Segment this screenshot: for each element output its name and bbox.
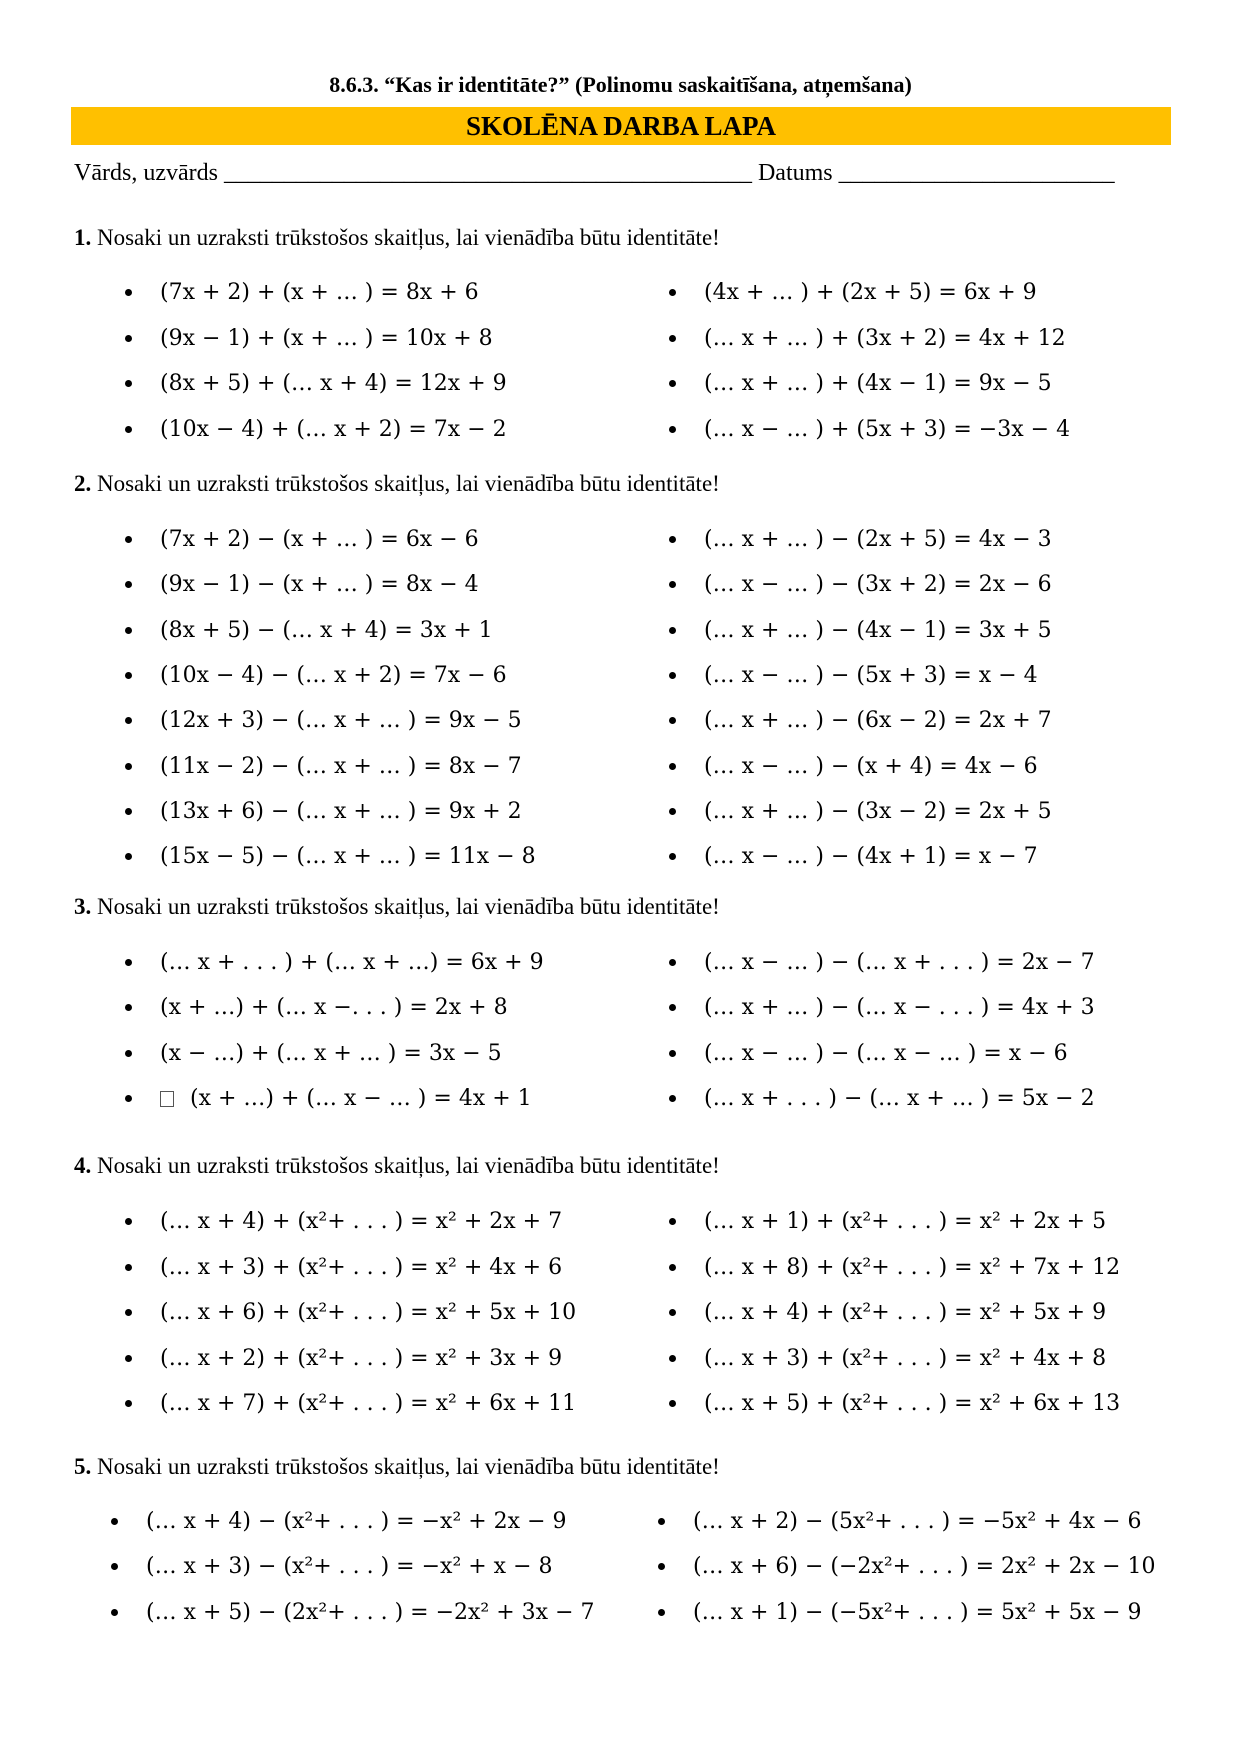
bullet xyxy=(669,581,676,588)
equation-item: (8x + 5) − (… x + 4) = 3x + 1 xyxy=(160,617,493,643)
bullet xyxy=(125,1355,132,1362)
bullet xyxy=(125,808,132,815)
bullet xyxy=(125,1400,132,1407)
bullet xyxy=(658,1563,665,1570)
bullet xyxy=(669,335,676,342)
equation-item: (4x + … ) + (2x + 5) = 6x + 9 xyxy=(704,280,1037,305)
equation-item: (… x + 2) − (5x²+ . . . ) = −5x² + 4x − 6 xyxy=(693,1509,1142,1534)
equation-item: (… x + 4) − (x²+ . . . ) = −x² + 2x − 9 xyxy=(146,1509,567,1534)
equation-item: (… x + 2) + (x²+ . . . ) = x² + 3x + 9 xyxy=(160,1345,563,1371)
bullet xyxy=(125,1050,132,1057)
bullet xyxy=(669,808,676,815)
bullet xyxy=(111,1609,118,1616)
placeholder-box-icon xyxy=(160,1091,174,1107)
bullet xyxy=(669,1355,676,1362)
bullet xyxy=(669,1050,676,1057)
equation-item: (… x + … ) − (2x + 5) = 4x − 3 xyxy=(704,527,1052,552)
equation-item: (… x − … ) − (3x + 2) = 2x − 6 xyxy=(704,572,1052,598)
bullet xyxy=(669,380,676,387)
equation-item: (x − …) + (… x + … ) = 3x − 5 xyxy=(160,1040,502,1066)
equation-item: (… x + 3) − (x²+ . . . ) = −x² + x − 8 xyxy=(146,1554,553,1580)
bullet xyxy=(125,380,132,387)
bullet xyxy=(669,672,676,679)
task-3-instruction xyxy=(74,894,720,920)
bullet xyxy=(658,1518,665,1525)
bullet xyxy=(125,853,132,860)
equation-item: (12x + 3) − (… x + … ) = 9x − 5 xyxy=(160,708,522,734)
equation-item: (… x + 4) + (x²+ . . . ) = x² + 2x + 7 xyxy=(160,1209,563,1234)
equation-item: (… x + . . . ) + (… x + …) = 6x + 9 xyxy=(160,950,544,975)
equation-item: (… x + 1) + (x²+ . . . ) = x² + 2x + 5 xyxy=(704,1209,1107,1234)
equation-item: (… x + 5) + (x²+ . . . ) = x² + 6x + 13 xyxy=(704,1391,1121,1416)
task-5-instruction xyxy=(74,1454,720,1480)
bullet xyxy=(125,581,132,588)
bullet xyxy=(125,763,132,770)
equation-item: (… x + … ) − (6x − 2) = 2x + 7 xyxy=(704,708,1052,734)
task-number: 3. xyxy=(74,894,92,919)
bullet xyxy=(125,335,132,342)
equation-item: (… x + 6) − (−2x²+ . . . ) = 2x² + 2x − 10 xyxy=(693,1554,1156,1580)
bullet xyxy=(669,1264,676,1271)
instruction-text: Nosaki un uzraksti trūkstošos skaitļus, lai vienādība būtu identitāte! xyxy=(91,1153,720,1178)
bullet xyxy=(669,536,676,543)
equation-item: (… x − … ) − (5x + 3) = x − 4 xyxy=(704,662,1038,688)
bullet xyxy=(669,959,676,966)
equation-item: (… x + … ) − (… x − . . . ) = 4x + 3 xyxy=(704,995,1095,1021)
bullet xyxy=(669,1309,676,1316)
equation-item: (8x + 5) + (… x + 4) = 12x + 9 xyxy=(160,371,507,396)
bullet xyxy=(669,1218,676,1225)
bullet xyxy=(125,672,132,679)
equation-item: (10x − 4) − (… x + 2) = 7x − 6 xyxy=(160,662,507,688)
instruction-text: Nosaki un uzraksti trūkstošos skaitļus, lai vienādība būtu identitāte! xyxy=(91,471,720,496)
bullet xyxy=(125,1309,132,1316)
equation-item: (… x − … ) − (… x − … ) = x − 6 xyxy=(704,1040,1068,1066)
equation-item: (10x − 4) + (… x + 2) = 7x − 2 xyxy=(160,416,507,442)
equation-item: (… x + … ) + (4x − 1) = 9x − 5 xyxy=(704,371,1052,396)
task-number: 1. xyxy=(74,225,92,250)
instruction-text: Nosaki un uzraksti trūkstošos skaitļus, lai vienādība būtu identitāte! xyxy=(91,894,720,919)
task-number: 4. xyxy=(74,1153,92,1178)
bullet xyxy=(669,1004,676,1011)
equation-item: (… x − … ) − (… x + . . . ) = 2x − 7 xyxy=(704,950,1095,975)
equation-item: (… x + 8) + (x²+ . . . ) = x² + 7x + 12 xyxy=(704,1254,1121,1280)
instruction-text: Nosaki un uzraksti trūkstošos skaitļus, lai vienādība būtu identitāte! xyxy=(91,225,720,250)
equation-item: (… x + 4) + (x²+ . . . ) = x² + 5x + 9 xyxy=(704,1300,1107,1325)
equation-item: (… x + 1) − (−5x²+ . . . ) = 5x² + 5x − 9 xyxy=(693,1599,1142,1625)
bullet xyxy=(658,1609,665,1616)
equation-item: (7x + 2) + (x + … ) = 8x + 6 xyxy=(160,280,479,305)
task-2-instruction xyxy=(74,471,720,497)
task-number: 2. xyxy=(74,471,92,496)
equation-item: (7x + 2) − (x + … ) = 6x − 6 xyxy=(160,527,479,552)
bullet xyxy=(111,1518,118,1525)
equation-item: (11x − 2) − (… x + … ) = 8x − 7 xyxy=(160,753,522,779)
instruction-text: Nosaki un uzraksti trūkstošos skaitļus, lai vienādība būtu identitāte! xyxy=(91,1454,720,1479)
equation-item: (13x + 6) − (… x + … ) = 9x + 2 xyxy=(160,798,522,824)
equation-item: (… x + 6) + (x²+ . . . ) = x² + 5x + 10 xyxy=(160,1300,577,1325)
bullet xyxy=(125,536,132,543)
equation-item: (… x + 7) + (x²+ . . . ) = x² + 6x + 11 xyxy=(160,1391,577,1416)
document-title: 8.6.3. “Kas ir identitāte?” (Polinomu saskaitīšana, atņemšana) xyxy=(329,72,912,97)
bullet xyxy=(125,627,132,634)
bullet xyxy=(669,627,676,634)
equation-item: (x + …) + (… x − … ) = 4x + 1 xyxy=(190,1085,532,1111)
bullet xyxy=(125,426,132,433)
task-number: 5. xyxy=(74,1454,92,1479)
equation-item: (… x + … ) + (3x + 2) = 4x + 12 xyxy=(704,325,1066,351)
equation-item: (… x + 5) − (2x²+ . . . ) = −2x² + 3x − 7 xyxy=(146,1599,595,1625)
equation-item: (… x + . . . ) − (… x + … ) = 5x − 2 xyxy=(704,1085,1095,1111)
task-1-instruction xyxy=(74,225,720,251)
equation-item: (x + …) + (… x −. . . ) = 2x + 8 xyxy=(160,995,508,1021)
worksheet-banner: SKOLĒNA DARBA LAPA xyxy=(71,107,1171,145)
bullet xyxy=(669,426,676,433)
bullet xyxy=(669,853,676,860)
bullet xyxy=(669,289,676,296)
bullet xyxy=(125,1264,132,1271)
bullet xyxy=(669,1400,676,1407)
bullet xyxy=(125,1095,132,1102)
equation-item: (… x + 3) + (x²+ . . . ) = x² + 4x + 6 xyxy=(160,1254,563,1280)
bullet xyxy=(125,289,132,296)
equation-item: (… x + … ) − (3x − 2) = 2x + 5 xyxy=(704,798,1052,824)
bullet xyxy=(125,959,132,966)
task-4-instruction xyxy=(74,1153,720,1179)
equation-item: (… x + … ) − (4x − 1) = 3x + 5 xyxy=(704,617,1052,643)
equation-item: (… x + 3) + (x²+ . . . ) = x² + 4x + 8 xyxy=(704,1345,1107,1371)
name-date-line: Vārds, uzvārds ____________________________________________ Datums _______________________ xyxy=(74,160,1115,186)
bullet xyxy=(125,717,132,724)
equation-item: (15x − 5) − (… x + … ) = 11x − 8 xyxy=(160,844,536,870)
bullet xyxy=(669,1095,676,1102)
equation-item: (… x − … ) + (5x + 3) = −3x − 4 xyxy=(704,416,1071,442)
equation-item: (… x − … ) − (4x + 1) = x − 7 xyxy=(704,844,1038,870)
bullet xyxy=(111,1563,118,1570)
equation-item: (9x − 1) + (x + … ) = 10x + 8 xyxy=(160,325,493,351)
bullet xyxy=(125,1004,132,1011)
equation-item: (… x − … ) − (x + 4) = 4x − 6 xyxy=(704,753,1038,779)
bullet xyxy=(669,763,676,770)
equation-item: (9x − 1) − (x + … ) = 8x − 4 xyxy=(160,572,479,598)
bullet xyxy=(125,1218,132,1225)
bullet xyxy=(669,717,676,724)
